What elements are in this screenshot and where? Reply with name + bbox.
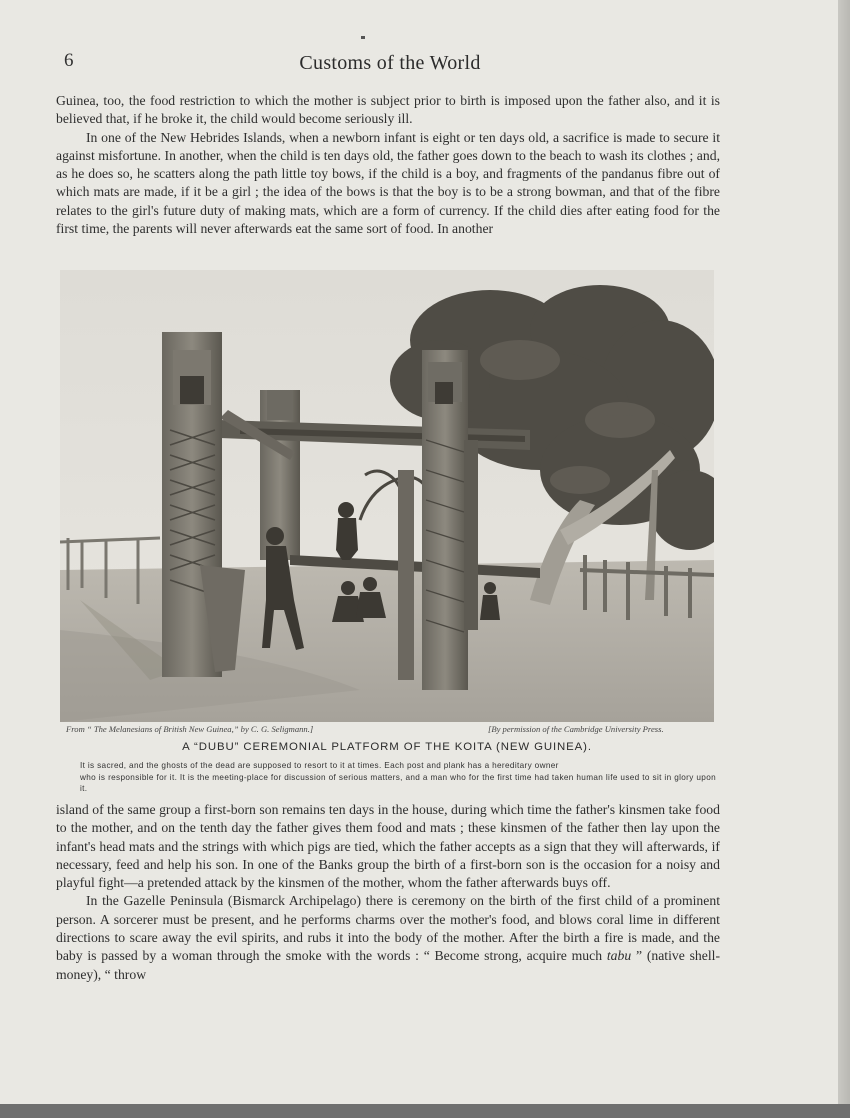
page-edge-shadow [838,0,850,1118]
page-number: 6 [64,50,74,71]
caption-line: It is sacred, and the ghosts of the dead are supposed to resort to it at times. Each post and plank has a hereditary owner [80,761,559,770]
paragraph-text: ” (native shell-money), “ throw [56,948,721,982]
paragraph: In one of the New Hebrides Islands, when a newborn infant is eight or ten days old, a sacrifice is made to secure it against misfortune. In another, when the child is ten days old, the father goes down to the beach to wash its clothes ; and, as he does so, he scatters along the path little toy bows, if the child is a boy, and fragments of the pandanus fibre out of which mats are made, if it be a girl ; the idea of the bows is that the boy is to be a strong bowman, and that of the fibre relates to the girl's future duty of making mats, which are a form of currency. If the child dies after eating food for the first time, the parents will never afterwards eat the same sort of food. In another [56,129,720,237]
paragraph [56,892,720,983]
dubu-platform-photograph [60,270,714,722]
italic-term: tabu [606,948,632,964]
figure-caption-title: A “DUBU” CEREMONIAL PLATFORM OF THE KOITA (NEW GUINEA). [182,741,592,753]
photo-illustration [60,270,714,722]
caption-line: who is responsible for it. It is the meeting-place for discussion of serious matters, and a man who for the first time had taken human life used to sit in glory upon it. [80,772,716,794]
paragraph: Guinea, too, the food restriction to which the mother is subject prior to birth is imposed upon the father also, and it is believed that, if he broke it, the child would become seriously ill. [56,93,720,127]
running-title [0,52,780,75]
photo-credit-source: From “ The Melanesians of British New Guinea,” by C. G. Seligmann.] [66,724,314,734]
paragraph: island of the same group a first-born son remains ten days in the house, during which time the father's kinsmen take food to the mother, and on the tenth day the father gives them food and mats ; these kinsmen of the father then lay upon the infant's head mats and the strings with which pigs are tied, which the father accepts as a sign that they will afterwards, if necessary, feed and help his son. In one of the Banks group the birth of a first-born son is the occasion for a noisy and playful fight—a pretended attack by the kinsmen of the mother, whom the father afterwards buys off. [56,802,720,891]
paragraph-text: In the Gazelle Peninsula (Bismarck Archipelago) there is ceremony on the birth of the first child of a prominent person. A sorcerer must be present, and he performs charms over the mother's food, and blows coral lime in different directions to scare away the evil spirits, and rubs it into the body of the mother. After the birth a fire is made, and the baby is passed by a woman through the smoke with the words : “ Become strong, acquire much [56,893,720,964]
running-title-text: Customs of the World [299,52,481,74]
photo-credit-permission: [By permission of the Cambridge University Press. [488,724,664,734]
scan-bottom-border [0,1104,850,1118]
print-mark [361,36,365,39]
body-text-bottom [56,801,720,984]
figure-caption-body [80,760,716,795]
body-text-top [56,92,720,238]
